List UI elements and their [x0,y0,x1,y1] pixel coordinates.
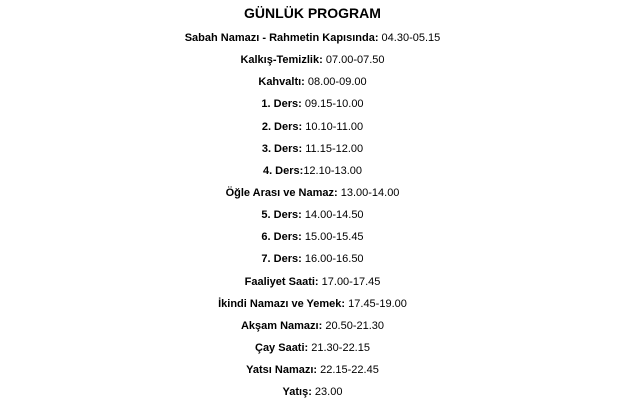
schedule-item-lesson-1 [0,97,625,119]
schedule-item-lesson-2 [0,120,625,142]
schedule-item-time: 14.00-14.50 [301,209,364,222]
schedule-item-label: Akşam Namazı: [240,319,323,332]
schedule-item-label: İkindi Namazı ve Yemek: [218,297,346,310]
schedule-item-time: 04.30-05.15 [378,32,441,44]
schedule-item-time: 16.00-16.50 [301,253,364,266]
schedule-item-time: 09.15-10.00 [301,98,364,111]
schedule-item-label: Kalkış-Temizlik: [240,54,323,67]
schedule-item-time: 12.10-13.00 [303,164,363,177]
schedule-item-label: 6. Ders: [261,231,302,244]
schedule-item-lesson-6 [0,230,625,252]
schedule-item-time: 17.45-19.00 [345,297,407,310]
schedule-item-label: 1. Ders: [261,98,302,111]
schedule-item-label: 2. Ders: [261,120,303,133]
schedule-item-label: Yatsı Namazı: [246,364,318,377]
schedule-item-lesson-3 [0,142,625,164]
schedule-item-label: 5. Ders: [261,209,302,222]
schedule-item-bedtime [0,385,625,407]
schedule-item-activity-hour [0,275,625,297]
schedule-item-time: 10.10-11.00 [302,120,364,133]
schedule-item-time: 21.30-22.15 [308,341,370,354]
schedule-item-time: 11.15-12.00 [302,142,364,155]
schedule-item-morning-prayer [0,31,625,53]
schedule-item-label: Sabah Namazı - Rahmetin Kapısında: [184,32,379,44]
schedule-item-label: Faaliyet Saati: [244,275,319,288]
schedule-item-time: 17.00-17.45 [318,275,381,288]
schedule-item-wake-up [0,53,625,75]
schedule-item-time: 20.50-21.30 [322,319,385,332]
schedule-item-noon-break [0,186,625,208]
schedule-item-lesson-5 [0,208,625,230]
schedule-item-time: 23.00 [311,386,343,399]
schedule-item-label: 7. Ders: [261,253,302,266]
schedule-item-lesson-7 [0,252,625,274]
schedule-list [0,31,625,407]
schedule-item-label: Öğle Arası ve Namaz: [225,186,338,199]
schedule-item-time: 22.15-22.45 [317,364,379,377]
schedule-item-label: Çay Saati: [255,341,309,354]
schedule-item-label: Yatış: [282,386,312,399]
schedule-item-label: Kahvaltı: [258,76,305,89]
schedule-item-tea-time [0,341,625,363]
schedule-item-label: 4. Ders: [262,164,304,177]
schedule-item-time: 15.00-15.45 [301,231,364,244]
schedule-item-lesson-4 [0,164,625,186]
schedule-item-time: 07.00-07.50 [322,54,385,67]
schedule-item-evening-prayer [0,319,625,341]
schedule-item-label: 3. Ders: [261,142,303,155]
schedule-item-afternoon-prayer-dinner [0,297,625,319]
schedule-item-time: 13.00-14.00 [337,186,400,199]
schedule-item-night-prayer [0,363,625,385]
schedule-item-time: 08.00-09.00 [304,76,367,89]
schedule-item-breakfast [0,75,625,97]
page-title: GÜNLÜK PROGRAM [244,5,381,21]
